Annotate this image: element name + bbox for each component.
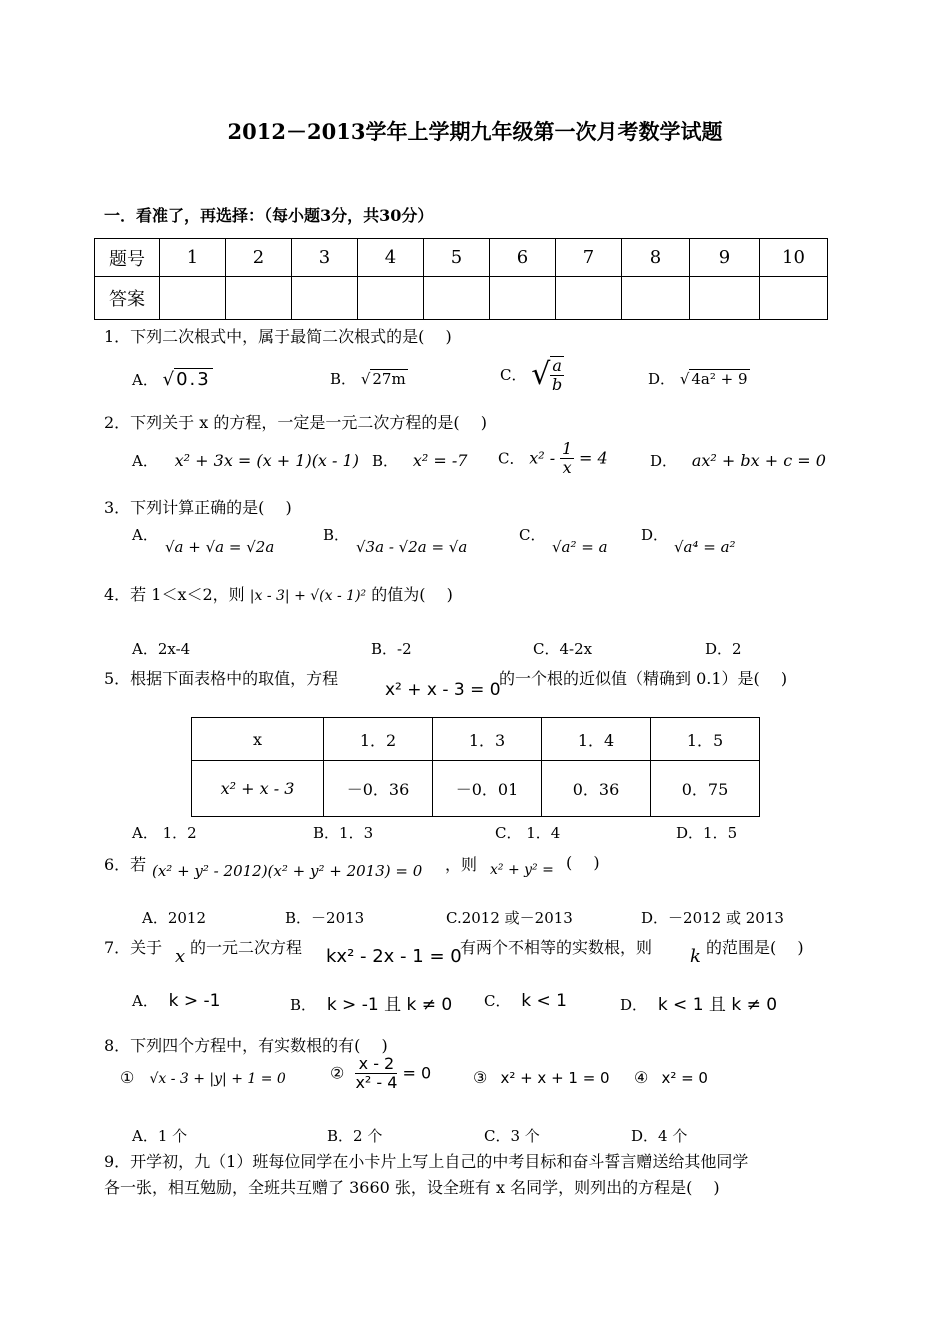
question-7-part4: 的范围是( ) bbox=[706, 938, 804, 957]
fraction-numerator: a bbox=[552, 356, 562, 375]
q6-expression: (x² + y² - 2012)(x² + y² + 2013) = 0 bbox=[152, 862, 423, 880]
q3c-expression: √a² = a bbox=[552, 538, 608, 556]
option-label: B． bbox=[372, 452, 399, 470]
item-index: ④ bbox=[634, 1068, 649, 1087]
table-label-answer: 答案 bbox=[95, 277, 160, 320]
question-9-line1: 9．开学初，九（1）班每位同学在小卡片上写上自己的中考目标和奋斗誓言赠送给其他同学 bbox=[104, 1152, 749, 1171]
q8-option-a: A．1 个 bbox=[132, 1127, 188, 1145]
table-cell: 7 bbox=[556, 239, 622, 277]
q3-option-d-label: D． bbox=[641, 526, 669, 544]
table-cell: 5 bbox=[424, 239, 490, 277]
answer-cell[interactable] bbox=[690, 277, 760, 320]
q1-option-a bbox=[132, 368, 213, 390]
question-6-mid: ，则 bbox=[445, 855, 478, 874]
table-cell: x bbox=[192, 718, 324, 761]
question-7-part3: 有两个不相等的实数根，则 bbox=[460, 938, 653, 957]
q2-option-a bbox=[132, 450, 359, 471]
table-cell: 1．2 bbox=[324, 718, 433, 761]
q3-option-b-label: B． bbox=[323, 526, 350, 544]
q7-option-d bbox=[620, 990, 777, 1015]
answer-cell[interactable] bbox=[292, 277, 358, 320]
q8-item-2 bbox=[330, 1055, 431, 1091]
table-cell: 6 bbox=[490, 239, 556, 277]
answer-cell[interactable] bbox=[556, 277, 622, 320]
table-cell: 3 bbox=[292, 239, 358, 277]
table-cell: 8 bbox=[622, 239, 690, 277]
option-label: A． bbox=[132, 992, 158, 1010]
q7-variable-x: x bbox=[175, 946, 186, 967]
q7d-expression: k < 1 且 k ≠ 0 bbox=[657, 995, 778, 1015]
q4-option-c: C．4-2x bbox=[533, 640, 593, 658]
question-2: 2．下列关于 x 的方程，一定是一元二次方程的是( ) bbox=[104, 413, 487, 432]
answer-cell[interactable] bbox=[490, 277, 556, 320]
q1a-expression: 0.3 bbox=[176, 369, 211, 390]
q7-variable-k: k bbox=[690, 946, 701, 967]
fraction-numerator: 1 bbox=[561, 439, 573, 458]
q2d-expression: ax² + bx + c = 0 bbox=[691, 451, 826, 470]
q4-stem-pre: 4．若 1＜x＜2，则 bbox=[104, 585, 245, 604]
q8-item-1 bbox=[120, 1068, 286, 1087]
q7a-expression: k > -1 bbox=[168, 991, 221, 1011]
question-9-line2: 各一张，相互勉励，全班共互赠了 3660 张，设全班有 x 名同学，则列出的方程是( ) bbox=[104, 1178, 720, 1197]
q3b-expression: √3a - √2a = √a bbox=[356, 538, 468, 556]
q1c-fraction bbox=[550, 356, 564, 393]
q4-stem-post: 的值为( ) bbox=[371, 585, 453, 604]
option-label: B． bbox=[290, 996, 317, 1014]
table-cell: x² + x - 3 bbox=[192, 761, 324, 817]
q8-option-c: C．3 个 bbox=[484, 1127, 540, 1145]
q6-option-a: A．2012 bbox=[142, 909, 207, 927]
q6-expression-2: x² + y² = bbox=[490, 862, 554, 878]
answer-cell[interactable] bbox=[760, 277, 828, 320]
option-label: D． bbox=[620, 996, 648, 1014]
option-label: D． bbox=[648, 370, 676, 388]
table-cell: 2 bbox=[226, 239, 292, 277]
values-table bbox=[191, 717, 760, 817]
question-6-pre: 6．若 bbox=[104, 855, 147, 874]
q2a-expression: x² + 3x = (x + 1)(x - 1) bbox=[174, 451, 359, 470]
question-5-post: 的一个根的近似值（精确到 0.1）是( ) bbox=[499, 669, 788, 688]
option-label: C． bbox=[500, 366, 527, 385]
q7-option-c bbox=[484, 990, 567, 1011]
q8-expression-3: x² + x + 1 = 0 bbox=[500, 1069, 610, 1087]
q8-option-d: D．4 个 bbox=[631, 1127, 688, 1145]
answer-cell[interactable] bbox=[424, 277, 490, 320]
q1-option-c bbox=[500, 356, 564, 393]
fraction-numerator: x - 2 bbox=[355, 1055, 397, 1074]
q2b-expression: x² = -7 bbox=[412, 451, 468, 470]
section-heading: 一．看准了，再选择：（每小题3分，共30分） bbox=[104, 206, 434, 225]
page-title: 2012－2013学年上学期九年级第一次月考数学试题 bbox=[227, 119, 723, 144]
radical-sign: √ bbox=[531, 357, 551, 393]
item-index: ② bbox=[330, 1063, 345, 1083]
option-label: D． bbox=[650, 452, 678, 470]
table-cell: 10 bbox=[760, 239, 828, 277]
radical-sign: √ bbox=[162, 369, 175, 390]
q8-fraction bbox=[355, 1055, 397, 1091]
q5-option-b: B．1．3 bbox=[313, 824, 374, 842]
q3d-expression: √a⁴ = a² bbox=[674, 538, 736, 556]
table-cell: 1．5 bbox=[651, 718, 760, 761]
q2c-pre: x² - bbox=[529, 448, 556, 468]
q7c-expression: k < 1 bbox=[521, 991, 567, 1011]
radical-sign: √ bbox=[679, 370, 690, 388]
answer-table bbox=[94, 238, 828, 320]
answer-cell[interactable] bbox=[160, 277, 226, 320]
answer-cell[interactable] bbox=[358, 277, 424, 320]
q1-option-d bbox=[648, 368, 750, 389]
q8-expression-4: x² = 0 bbox=[661, 1069, 708, 1087]
q4-option-b: B．-2 bbox=[371, 640, 412, 658]
q6-option-d: D．－2012 或 2013 bbox=[641, 909, 784, 927]
fraction-denominator: x bbox=[562, 457, 572, 477]
q2c-fraction bbox=[560, 440, 574, 476]
q7-expression: kx² - 2x - 1 = 0 bbox=[326, 946, 462, 967]
q4-option-a: A．2x-4 bbox=[132, 640, 191, 658]
fraction-denominator: x² - 4 bbox=[355, 1072, 398, 1092]
question-1: 1．下列二次根式中，属于最简二次根式的是( ) bbox=[104, 327, 452, 346]
q3-option-a-label: A． bbox=[132, 526, 158, 544]
q7-option-b bbox=[290, 990, 452, 1015]
option-label: C． bbox=[498, 449, 525, 468]
q2-option-b bbox=[372, 450, 467, 471]
table-label-number: 题号 bbox=[95, 239, 160, 277]
q6-option-b: B．－2013 bbox=[285, 909, 365, 927]
q4-option-d: D．2 bbox=[705, 640, 742, 658]
question-6-post: ( ) bbox=[566, 853, 600, 872]
option-label: B． bbox=[330, 370, 357, 388]
q5-expression: x² + x - 3 = 0 bbox=[385, 680, 501, 700]
q1-option-b bbox=[330, 368, 408, 389]
table-cell: 0．75 bbox=[651, 761, 760, 817]
q1b-expression: 27m bbox=[372, 370, 406, 388]
question-3: 3．下列计算正确的是( ) bbox=[104, 498, 292, 517]
q8-expression-2-post: = 0 bbox=[402, 1063, 432, 1083]
answer-cell[interactable] bbox=[226, 277, 292, 320]
question-7-part2: 的一元二次方程 bbox=[190, 938, 303, 957]
q4-expression: |x - 3| + √(x - 1)² bbox=[249, 588, 367, 604]
option-label: A． bbox=[132, 452, 158, 470]
q8-item-3 bbox=[473, 1068, 610, 1087]
table-cell: 0．36 bbox=[542, 761, 651, 817]
q3-option-c-label: C． bbox=[519, 526, 546, 544]
fraction-denominator: b bbox=[552, 374, 563, 394]
table-cell: 1 bbox=[160, 239, 226, 277]
table-cell: －0．01 bbox=[433, 761, 542, 817]
question-7-part1: 7．关于 bbox=[104, 938, 163, 957]
radical-sign: √ bbox=[360, 370, 371, 388]
q2-option-d bbox=[650, 450, 826, 471]
table-cell: 9 bbox=[690, 239, 760, 277]
option-label: A． bbox=[132, 371, 158, 389]
q8-item-4 bbox=[634, 1068, 708, 1087]
table-cell: 1．4 bbox=[542, 718, 651, 761]
q1d-expression: 4a² + 9 bbox=[691, 370, 748, 388]
q8-option-b: B．2 个 bbox=[327, 1127, 383, 1145]
q3a-expression: √a + √a = √2a bbox=[165, 538, 275, 556]
question-4 bbox=[104, 582, 453, 605]
item-index: ③ bbox=[473, 1068, 488, 1087]
q6-option-c: C.2012 或－2013 bbox=[446, 909, 573, 927]
table-cell: 1．3 bbox=[433, 718, 542, 761]
q7b-expression: k > -1 且 k ≠ 0 bbox=[326, 995, 453, 1015]
q8-expression-1: √x - 3 + |y| + 1 = 0 bbox=[149, 1071, 286, 1087]
q7-option-a bbox=[132, 990, 220, 1011]
answer-cell[interactable] bbox=[622, 277, 690, 320]
table-cell: 4 bbox=[358, 239, 424, 277]
q2c-post: = 4 bbox=[578, 448, 608, 468]
question-5-pre: 5．根据下面表格中的取值，方程 bbox=[104, 669, 339, 688]
question-8: 8．下列四个方程中，有实数根的有( ) bbox=[104, 1036, 388, 1055]
item-index: ① bbox=[120, 1068, 135, 1087]
q2-option-c bbox=[498, 440, 608, 476]
q5-option-a: A． 1．2 bbox=[132, 824, 197, 842]
q5-option-c: C． 1．4 bbox=[495, 824, 561, 842]
option-label: C． bbox=[484, 992, 511, 1010]
q5-option-d: D．1．5 bbox=[676, 824, 738, 842]
table-cell: －0．36 bbox=[324, 761, 433, 817]
